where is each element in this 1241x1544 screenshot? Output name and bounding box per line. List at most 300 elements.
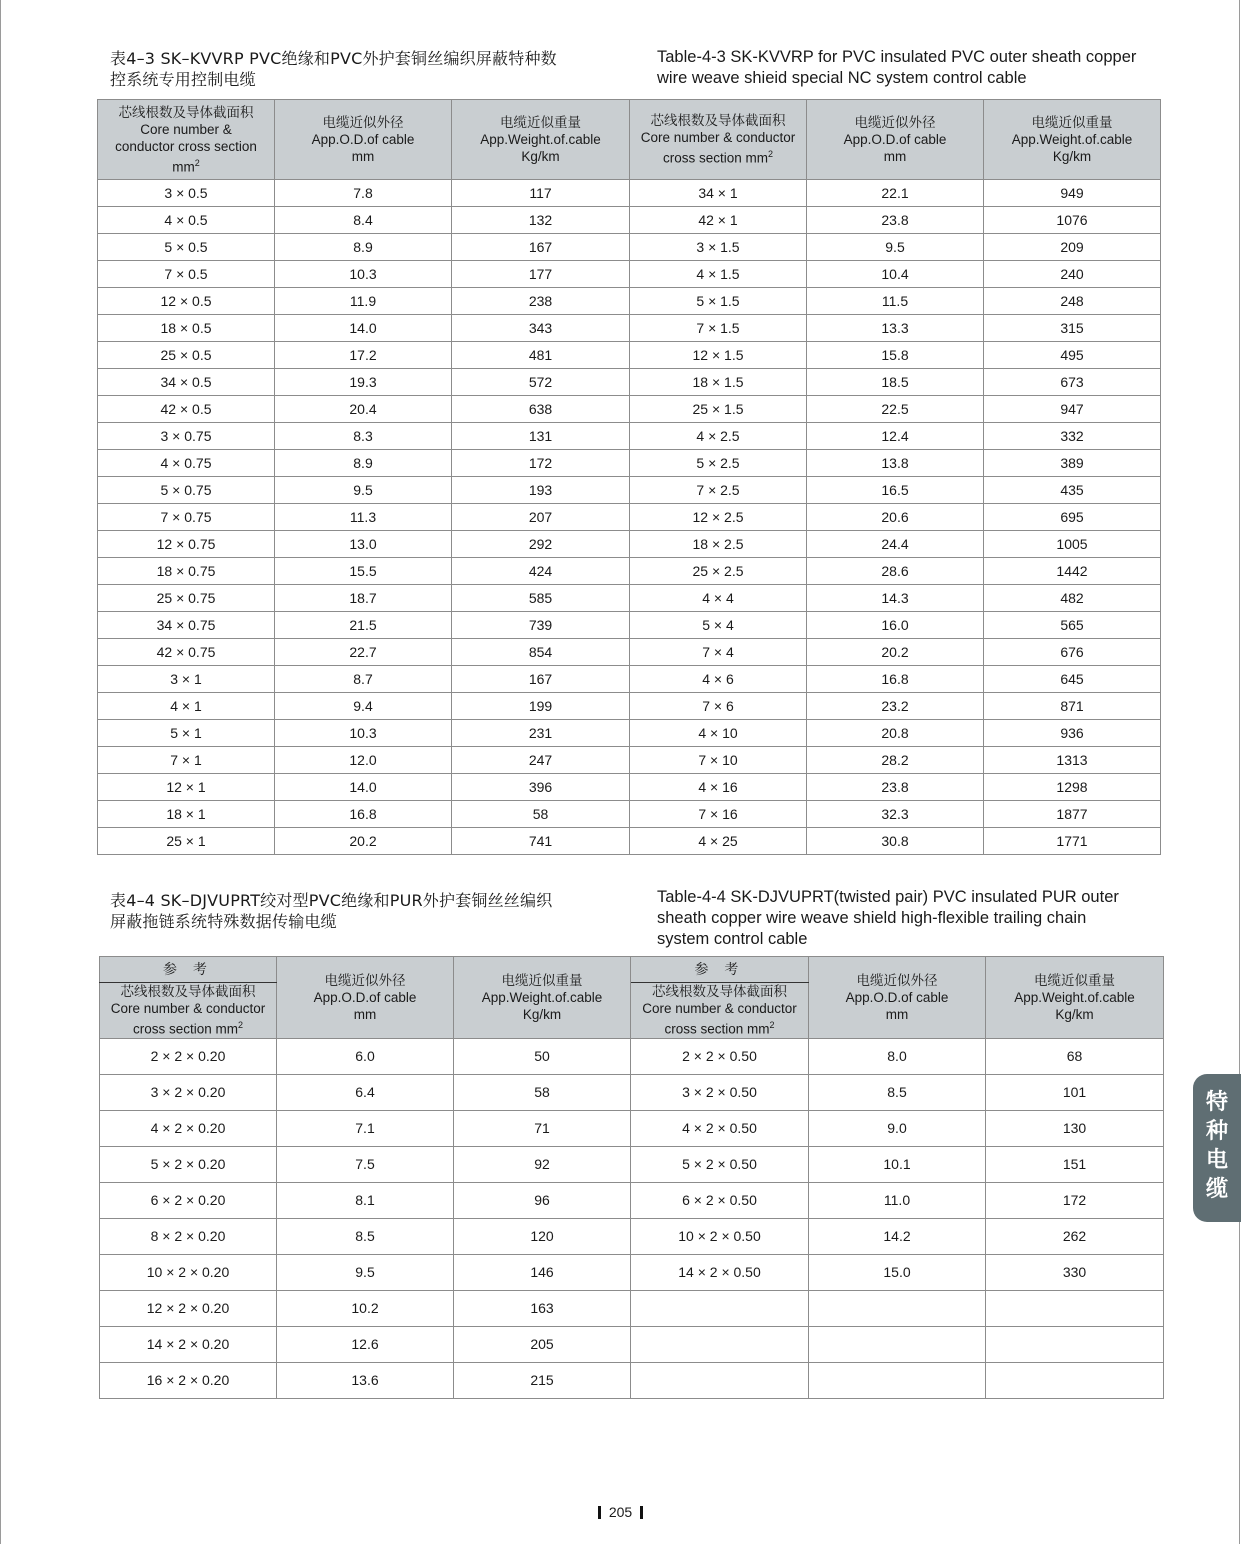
table-row: [98, 477, 1161, 504]
table1-body: [98, 180, 1161, 855]
header-core-en1: Core number & conductor: [640, 130, 796, 146]
table-row: [100, 1290, 1164, 1326]
table-cell: 3 × 0.75: [98, 423, 275, 450]
header-od-en: App.O.D.of cable: [311, 132, 415, 147]
table-cell: [631, 1290, 809, 1326]
table2-header-ref: [100, 957, 277, 983]
table-cell: 947: [984, 396, 1161, 423]
table-cell: 120: [454, 1218, 631, 1254]
table-cell: 1313: [984, 747, 1161, 774]
table-cell: 9.5: [275, 477, 452, 504]
table-row: [98, 396, 1161, 423]
table-cell: 199: [452, 693, 630, 720]
table-cell: 10.3: [275, 720, 452, 747]
table-cell: 262: [986, 1218, 1164, 1254]
table-cell: 18.7: [275, 585, 452, 612]
table-cell: 481: [452, 342, 630, 369]
table-cell: 25 × 1.5: [630, 396, 807, 423]
table-cell: 343: [452, 315, 630, 342]
table-cell: 12 × 1.5: [630, 342, 807, 369]
table-cell: 854: [452, 639, 630, 666]
table-cell: 11.5: [807, 288, 984, 315]
table-cell: 12 × 0.5: [98, 288, 275, 315]
table-cell: 7 × 16: [630, 801, 807, 828]
header-wt-en: App.Weight.of.cable: [1014, 989, 1135, 1005]
table-row: [98, 261, 1161, 288]
table-cell: 495: [984, 342, 1161, 369]
table-row: [98, 585, 1161, 612]
table-row: [98, 531, 1161, 558]
header-od-unit: mm: [883, 149, 907, 164]
table-cell: 25 × 0.5: [98, 342, 275, 369]
table-row: [98, 693, 1161, 720]
table-cell: 23.8: [807, 774, 984, 801]
table-cell: 209: [984, 234, 1161, 261]
table2-body: [100, 1038, 1164, 1398]
table-cell: 676: [984, 639, 1161, 666]
header-wt-unit: Kg/km: [521, 149, 560, 164]
table1-header-row: [98, 100, 1161, 180]
table-row: [98, 612, 1161, 639]
header-core-en1: Core number &: [140, 121, 232, 137]
table-row: [98, 423, 1161, 450]
header-core-en2: cross section $mm^2$: [664, 1020, 775, 1037]
table-cell: 14 × 2 × 0.50: [631, 1254, 809, 1290]
page-number-bar-right: [640, 1506, 643, 1519]
table-cell: 8.5: [277, 1218, 454, 1254]
table-cell: 42 × 0.5: [98, 396, 275, 423]
table-cell: 332: [984, 423, 1161, 450]
table-cell: 20.2: [807, 639, 984, 666]
table-cell: 4 × 0.75: [98, 450, 275, 477]
table-cell: [986, 1326, 1164, 1362]
table-cell: 68: [986, 1038, 1164, 1074]
table-cell: 16.5: [807, 477, 984, 504]
table-cell: 172: [452, 450, 630, 477]
table-cell: 215: [454, 1362, 631, 1398]
side-tab-char: 缆: [1205, 1177, 1228, 1202]
table-cell: 2 × 2 × 0.50: [631, 1038, 809, 1074]
table-cell: 7 × 1.5: [630, 315, 807, 342]
table-cell: 1771: [984, 828, 1161, 855]
table-cell: 7 × 1: [98, 747, 275, 774]
table-cell: 4 × 10: [630, 720, 807, 747]
table-cell: 248: [984, 288, 1161, 315]
table1-title-en-line1: Table-4-3 SK-KVVRP for PVC insulated PVC outer sheath copper: [657, 48, 1137, 66]
table-cell: 13.6: [277, 1362, 454, 1398]
table-cell: 1442: [984, 558, 1161, 585]
table-cell: 22.7: [275, 639, 452, 666]
header-core-cn: 芯线根数及导体截面积: [650, 113, 786, 129]
table2-header-row-1: [100, 957, 1164, 983]
table-cell: 28.2: [807, 747, 984, 774]
table1-title-en-line2: wire weave shieid special NC system control cable: [657, 69, 1027, 87]
table-cell: 13.3: [807, 315, 984, 342]
table-cell: 565: [984, 612, 1161, 639]
table-cell: 14.3: [807, 585, 984, 612]
table-cell: 16 × 2 × 0.20: [100, 1362, 277, 1398]
table1-title-en: [657, 47, 1157, 89]
table-cell: 14 × 2 × 0.20: [100, 1326, 277, 1362]
table-cell: 18 × 0.75: [98, 558, 275, 585]
table-cell: 22.1: [807, 180, 984, 207]
header-wt-cn: 电缆近似重量: [500, 115, 581, 130]
header-ref-label: 参 考: [694, 961, 745, 977]
header-wt-unit: Kg/km: [1055, 1006, 1094, 1022]
table-cell: 18 × 2.5: [630, 531, 807, 558]
table-4-3: [97, 99, 1161, 855]
table-cell: 4 × 0.5: [98, 207, 275, 234]
table-cell: 18 × 1: [98, 801, 275, 828]
table-cell: 21.5: [275, 612, 452, 639]
table-cell: 151: [986, 1146, 1164, 1182]
table-cell: 167: [452, 234, 630, 261]
table-cell: 58: [454, 1074, 631, 1110]
table-cell: 28.6: [807, 558, 984, 585]
table2-title-cn-line2: 屏蔽拖链系统特殊数据传输电缆: [110, 912, 337, 931]
table-cell: 8.3: [275, 423, 452, 450]
table-cell: 3 × 1: [98, 666, 275, 693]
table-cell: 396: [452, 774, 630, 801]
table-cell: 6.4: [277, 1074, 454, 1110]
table-cell: 10.3: [275, 261, 452, 288]
table2-header-core-2: [631, 983, 809, 1039]
table-cell: 292: [452, 531, 630, 558]
table2-header-od-2: [809, 957, 986, 1039]
table-cell: 12 × 1: [98, 774, 275, 801]
table-cell: 14.0: [275, 315, 452, 342]
page-number-bar-left: [598, 1506, 601, 1519]
table1-header-core: [98, 100, 275, 180]
table-cell: 16.8: [807, 666, 984, 693]
table-cell: 50: [454, 1038, 631, 1074]
header-core-en2: cross section $mm^2$: [662, 149, 774, 166]
table-cell: 207: [452, 504, 630, 531]
table-cell: 1005: [984, 531, 1161, 558]
table-cell: 24.4: [807, 531, 984, 558]
table-cell: 949: [984, 180, 1161, 207]
table-cell: 177: [452, 261, 630, 288]
table-cell: [809, 1326, 986, 1362]
table-cell: 193: [452, 477, 630, 504]
table-cell: 6.0: [277, 1038, 454, 1074]
header-core-en1: Core number & conductor: [642, 1001, 797, 1016]
table-cell: 117: [452, 180, 630, 207]
table-row: [98, 666, 1161, 693]
header-core-unit: $mm^2$: [172, 157, 200, 175]
table-cell: 163: [454, 1290, 631, 1326]
table2-title-en-line1: Table-4-4 SK-DJVUPRT(twisted pair) PVC insulated PUR outer: [657, 888, 1119, 906]
table-cell: 6 × 2 × 0.20: [100, 1182, 277, 1218]
side-tab-char: 种: [1205, 1119, 1228, 1144]
table-cell: 12.4: [807, 423, 984, 450]
table-cell: 7.8: [275, 180, 452, 207]
table-cell: 638: [452, 396, 630, 423]
header-od-en: App.O.D.of cable: [313, 989, 417, 1005]
table-row: [98, 450, 1161, 477]
header-od-unit: mm: [353, 1006, 377, 1022]
header-wt-cn: 电缆近似重量: [501, 972, 583, 988]
table-cell: 1298: [984, 774, 1161, 801]
header-wt-unit: Kg/km: [1052, 149, 1092, 164]
header-core-cn: 芯线根数及导体截面积: [120, 984, 256, 999]
table-cell: 482: [984, 585, 1161, 612]
table2-header-ref-2: [631, 957, 809, 983]
table-cell: [809, 1362, 986, 1398]
table-cell: 205: [454, 1326, 631, 1362]
table-cell: 11.9: [275, 288, 452, 315]
table-cell: 14.2: [809, 1218, 986, 1254]
table-cell: 14.0: [275, 774, 452, 801]
table-row: [98, 207, 1161, 234]
table-cell: 22.5: [807, 396, 984, 423]
table1-title-cn-line1: 表4–3 SK–KVVRP PVC绝缘和PVC外护套铜丝编织屏蔽特种数: [110, 49, 557, 68]
side-category-tab: [1193, 1074, 1241, 1222]
table-cell: 1877: [984, 801, 1161, 828]
table-cell: [986, 1290, 1164, 1326]
table-cell: 101: [986, 1074, 1164, 1110]
header-od-en: App.O.D.of cable: [845, 989, 949, 1005]
table-cell: 389: [984, 450, 1161, 477]
table-row: [98, 774, 1161, 801]
table-cell: 4 × 1: [98, 693, 275, 720]
table-cell: 9.4: [275, 693, 452, 720]
table-row: [98, 639, 1161, 666]
table-row: [100, 1146, 1164, 1182]
table-cell: 10.2: [277, 1290, 454, 1326]
table-cell: 12.6: [277, 1326, 454, 1362]
table-cell: 5 × 2 × 0.50: [631, 1146, 809, 1182]
table-cell: 9.0: [809, 1110, 986, 1146]
table-row: [100, 1110, 1164, 1146]
table-cell: 4 × 25: [630, 828, 807, 855]
table-cell: 18 × 1.5: [630, 369, 807, 396]
page-border-left: [0, 0, 1, 1544]
table-cell: 15.5: [275, 558, 452, 585]
header-od-cn: 电缆近似外径: [854, 115, 936, 130]
page-number-value: 205: [608, 1504, 633, 1520]
table-cell: 9.5: [277, 1254, 454, 1290]
table-cell: 4 × 4: [630, 585, 807, 612]
table-row: [98, 504, 1161, 531]
header-core-en2: cross section $mm^2$: [132, 1020, 244, 1037]
table-row: [98, 288, 1161, 315]
header-wt-en: App.Weight.of.cable: [480, 132, 601, 147]
table-cell: 16.8: [275, 801, 452, 828]
table-cell: [809, 1290, 986, 1326]
table-cell: 13.8: [807, 450, 984, 477]
table-row: [98, 558, 1161, 585]
table-cell: 330: [986, 1254, 1164, 1290]
table-row: [98, 342, 1161, 369]
table-cell: [631, 1362, 809, 1398]
table-cell: 15.0: [809, 1254, 986, 1290]
table2-title-cn: [110, 890, 620, 932]
table-cell: 16.0: [807, 612, 984, 639]
table-cell: 42 × 1: [630, 207, 807, 234]
header-wt-unit: Kg/km: [522, 1006, 562, 1022]
table-cell: 8.4: [275, 207, 452, 234]
header-od-cn: 电缆近似外径: [322, 115, 404, 130]
table-cell: 7.1: [277, 1110, 454, 1146]
table-cell: 5 × 4: [630, 612, 807, 639]
table1-header-od: [275, 100, 452, 180]
table-cell: 132: [452, 207, 630, 234]
side-tab-char: 特: [1205, 1090, 1228, 1115]
header-core-en1: Core number & conductor: [110, 1001, 266, 1016]
table-cell: 25 × 2.5: [630, 558, 807, 585]
table-cell: 19.3: [275, 369, 452, 396]
header-od-unit: mm: [351, 149, 375, 164]
table-cell: 30.8: [807, 828, 984, 855]
table-cell: 167: [452, 666, 630, 693]
table-cell: 71: [454, 1110, 631, 1146]
header-core-cn: 芯线根数及导体截面积: [652, 984, 787, 999]
table1-header-od-2: [807, 100, 984, 180]
table-cell: 7 × 6: [630, 693, 807, 720]
table-cell: 936: [984, 720, 1161, 747]
table-row: [98, 234, 1161, 261]
table-cell: 7 × 0.75: [98, 504, 275, 531]
table-cell: 5 × 1: [98, 720, 275, 747]
table-cell: 9.5: [807, 234, 984, 261]
table-cell: 739: [452, 612, 630, 639]
table-cell: 10 × 2 × 0.50: [631, 1218, 809, 1254]
table-cell: 13.0: [275, 531, 452, 558]
table-cell: 8.0: [809, 1038, 986, 1074]
table-row: [100, 1218, 1164, 1254]
table-cell: 5 × 2 × 0.20: [100, 1146, 277, 1182]
table1-header-core-2: [630, 100, 807, 180]
table-cell: 3 × 1.5: [630, 234, 807, 261]
table2-header-core: [100, 983, 277, 1039]
header-od-cn: 电缆近似外径: [856, 972, 938, 988]
table-cell: 58: [452, 801, 630, 828]
table-cell: 5 × 0.75: [98, 477, 275, 504]
table-cell: 3 × 2 × 0.20: [100, 1074, 277, 1110]
table-cell: 10 × 2 × 0.20: [100, 1254, 277, 1290]
table2-title-en-line3: system control cable: [657, 930, 808, 948]
table1-header-weight: [452, 100, 630, 180]
table2-title-en: [657, 887, 1157, 950]
table-row: [100, 1326, 1164, 1362]
table-cell: 96: [454, 1182, 631, 1218]
table-row: [98, 180, 1161, 207]
table-cell: 673: [984, 369, 1161, 396]
header-core-cn: 芯线根数及导体截面积: [118, 104, 254, 120]
table-cell: 25 × 1: [98, 828, 275, 855]
table-cell: 23.8: [807, 207, 984, 234]
table2-header-weight: [454, 957, 631, 1039]
table-cell: 4 × 16: [630, 774, 807, 801]
table-cell: 32.3: [807, 801, 984, 828]
table-row: [100, 1182, 1164, 1218]
table-cell: 5 × 0.5: [98, 234, 275, 261]
table-cell: 3 × 0.5: [98, 180, 275, 207]
header-wt-cn: 电缆近似重量: [1031, 115, 1113, 130]
table-cell: 247: [452, 747, 630, 774]
header-od-en: App.O.D.of cable: [843, 132, 947, 147]
table-cell: 10.4: [807, 261, 984, 288]
header-wt-cn: 电缆近似重量: [1034, 972, 1115, 988]
header-od-cn: 电缆近似外径: [324, 972, 406, 988]
table-cell: 34 × 0.5: [98, 369, 275, 396]
table-cell: 42 × 0.75: [98, 639, 275, 666]
table-cell: 10.1: [809, 1146, 986, 1182]
table-cell: 8.1: [277, 1182, 454, 1218]
header-od-unit: mm: [885, 1006, 909, 1022]
table-cell: 34 × 1: [630, 180, 807, 207]
page-border-right: [1239, 0, 1240, 1544]
table-cell: 2 × 2 × 0.20: [100, 1038, 277, 1074]
table-cell: 424: [452, 558, 630, 585]
table-cell: 25 × 0.75: [98, 585, 275, 612]
table-cell: 5 × 1.5: [630, 288, 807, 315]
table-cell: 92: [454, 1146, 631, 1182]
table-cell: 315: [984, 315, 1161, 342]
table-cell: 12 × 2 × 0.20: [100, 1290, 277, 1326]
table-row: [100, 1038, 1164, 1074]
table-cell: 4 × 2 × 0.50: [631, 1110, 809, 1146]
table-cell: 20.8: [807, 720, 984, 747]
table-cell: 6 × 2 × 0.50: [631, 1182, 809, 1218]
table-row: [100, 1254, 1164, 1290]
table2-header-od: [277, 957, 454, 1039]
table-cell: 645: [984, 666, 1161, 693]
side-tab-char: 电: [1205, 1148, 1228, 1173]
table-cell: 435: [984, 477, 1161, 504]
table-cell: 572: [452, 369, 630, 396]
table-row: [98, 801, 1161, 828]
table-row: [100, 1074, 1164, 1110]
table-cell: 4 × 2 × 0.20: [100, 1110, 277, 1146]
table-cell: 240: [984, 261, 1161, 288]
table-cell: 5 × 2.5: [630, 450, 807, 477]
header-wt-en: App.Weight.of.cable: [1011, 132, 1133, 147]
table-row: [98, 747, 1161, 774]
table1-header-weight-2: [984, 100, 1161, 180]
table-cell: 12 × 2.5: [630, 504, 807, 531]
table-cell: [631, 1326, 809, 1362]
table-row: [100, 1362, 1164, 1398]
table-cell: 20.4: [275, 396, 452, 423]
table-cell: 11.0: [809, 1182, 986, 1218]
table-cell: 238: [452, 288, 630, 315]
header-core-en2: conductor cross section: [115, 138, 257, 154]
table-cell: 585: [452, 585, 630, 612]
table-cell: 4 × 2.5: [630, 423, 807, 450]
table-cell: 871: [984, 693, 1161, 720]
table-row: [98, 720, 1161, 747]
table-cell: 4 × 1.5: [630, 261, 807, 288]
table-cell: 172: [986, 1182, 1164, 1218]
table-row: [98, 315, 1161, 342]
table-cell: 20.2: [275, 828, 452, 855]
table-cell: 18 × 0.5: [98, 315, 275, 342]
table-cell: 4 × 6: [630, 666, 807, 693]
table-cell: 130: [986, 1110, 1164, 1146]
table-cell: 12.0: [275, 747, 452, 774]
table-cell: [986, 1362, 1164, 1398]
header-ref-label: 参 考: [163, 961, 213, 977]
table-cell: 131: [452, 423, 630, 450]
table-cell: 8 × 2 × 0.20: [100, 1218, 277, 1254]
table-cell: 7 × 4: [630, 639, 807, 666]
table2-title-cn-line1: 表4–4 SK–DJVUPRT绞对型PVC绝缘和PUR外护套铜丝丝编织: [110, 891, 553, 910]
table-cell: 8.9: [275, 450, 452, 477]
table2-title-en-line2: sheath copper wire weave shield high-flexible trailing chain: [657, 909, 1087, 927]
table-cell: 15.8: [807, 342, 984, 369]
